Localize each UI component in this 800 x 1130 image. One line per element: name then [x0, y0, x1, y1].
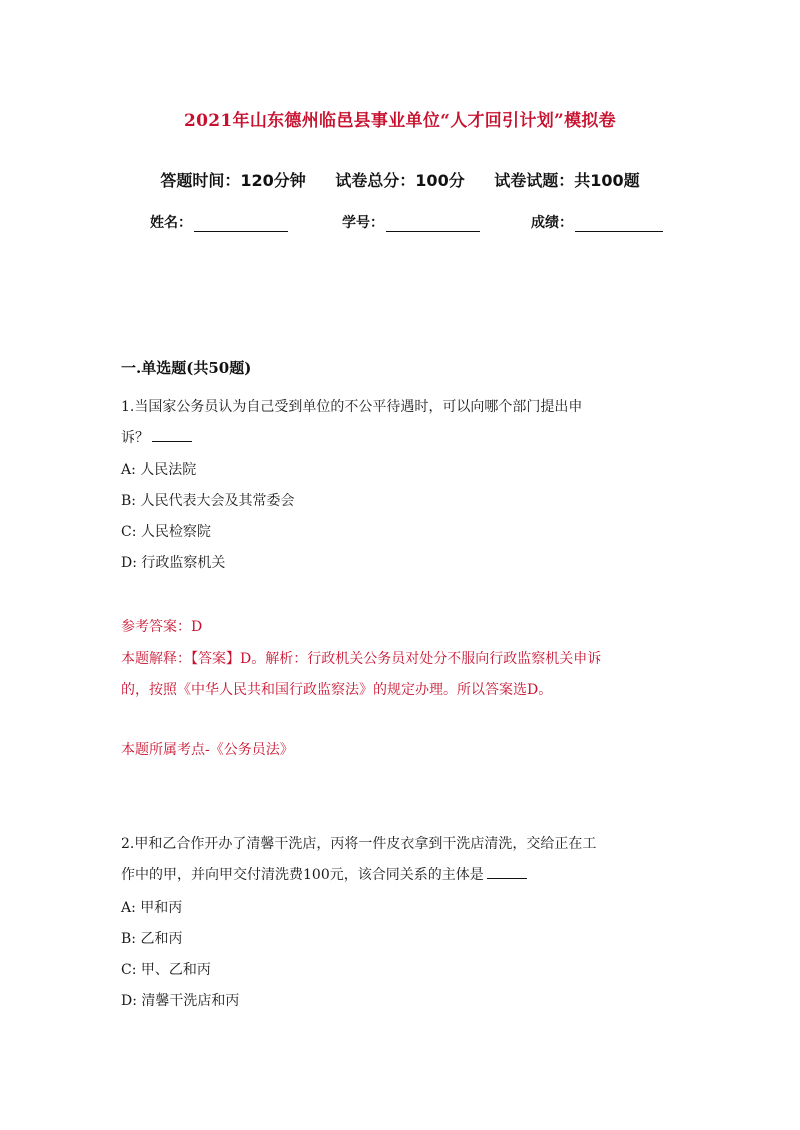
question-2-line-2: 作中的甲，并向甲交付清洗费100元，该合同关系的主体是	[121, 860, 676, 891]
question-1-line-1: 1.当国家公务员认为自己受到单位的不公平待遇时，可以向哪个部门提出申	[121, 399, 583, 415]
exam-meta	[0, 168, 800, 191]
question-2-options	[121, 893, 676, 1017]
question-2	[121, 829, 676, 891]
exam-title: 2021年山东德州临邑县事业单位“人才回引计划”模拟卷	[184, 111, 616, 131]
answer-blank	[152, 427, 192, 442]
name-blank[interactable]	[194, 217, 288, 232]
option-a: A: 人民法院	[121, 462, 197, 478]
option-d: D: 清馨干洗店和丙	[121, 993, 240, 1009]
grade-label: 成绩：	[531, 215, 573, 231]
id-label: 学号：	[342, 215, 384, 231]
option-b: B: 人民代表大会及其常委会	[121, 493, 295, 509]
explanation-1-line-2: 的，按照《中华人民共和国行政监察法》的规定办理。所以答案选D。	[121, 682, 553, 698]
option-c: C: 人民检察院	[121, 524, 211, 540]
question-1-options	[121, 455, 676, 579]
grade-field	[531, 212, 663, 232]
option-d: D: 行政监察机关	[121, 555, 226, 571]
question-1-line-2: 诉？	[121, 423, 676, 454]
name-field	[150, 212, 288, 232]
id-field	[342, 212, 480, 232]
answer-1: 参考答案：D	[121, 619, 203, 635]
knowledge-point-1: 本题所属考点-《公务员法》	[121, 742, 294, 758]
answer-blank	[487, 864, 527, 879]
question-1	[121, 392, 676, 454]
exam-time: 答题时间：120分钟	[160, 171, 306, 190]
id-blank[interactable]	[386, 217, 480, 232]
question-2-line-1: 2.甲和乙合作开办了清馨干洗店，丙将一件皮衣拿到干洗店清洗，交给正在工	[121, 836, 597, 852]
exam-count: 试卷试题：共100题	[494, 171, 640, 190]
option-a: A: 甲和丙	[121, 900, 183, 916]
name-label: 姓名：	[150, 215, 192, 231]
grade-blank[interactable]	[575, 217, 663, 232]
option-c: C: 甲、乙和丙	[121, 962, 211, 978]
explanation-1	[121, 644, 676, 706]
section-title: 一.单选题(共50题)	[121, 359, 252, 377]
exam-score: 试卷总分：100分	[335, 171, 465, 190]
explanation-1-line-1: 本题解释：【答案】D。解析：行政机关公务员对处分不服向行政监察机关申诉	[121, 651, 602, 667]
option-b: B: 乙和丙	[121, 931, 183, 947]
